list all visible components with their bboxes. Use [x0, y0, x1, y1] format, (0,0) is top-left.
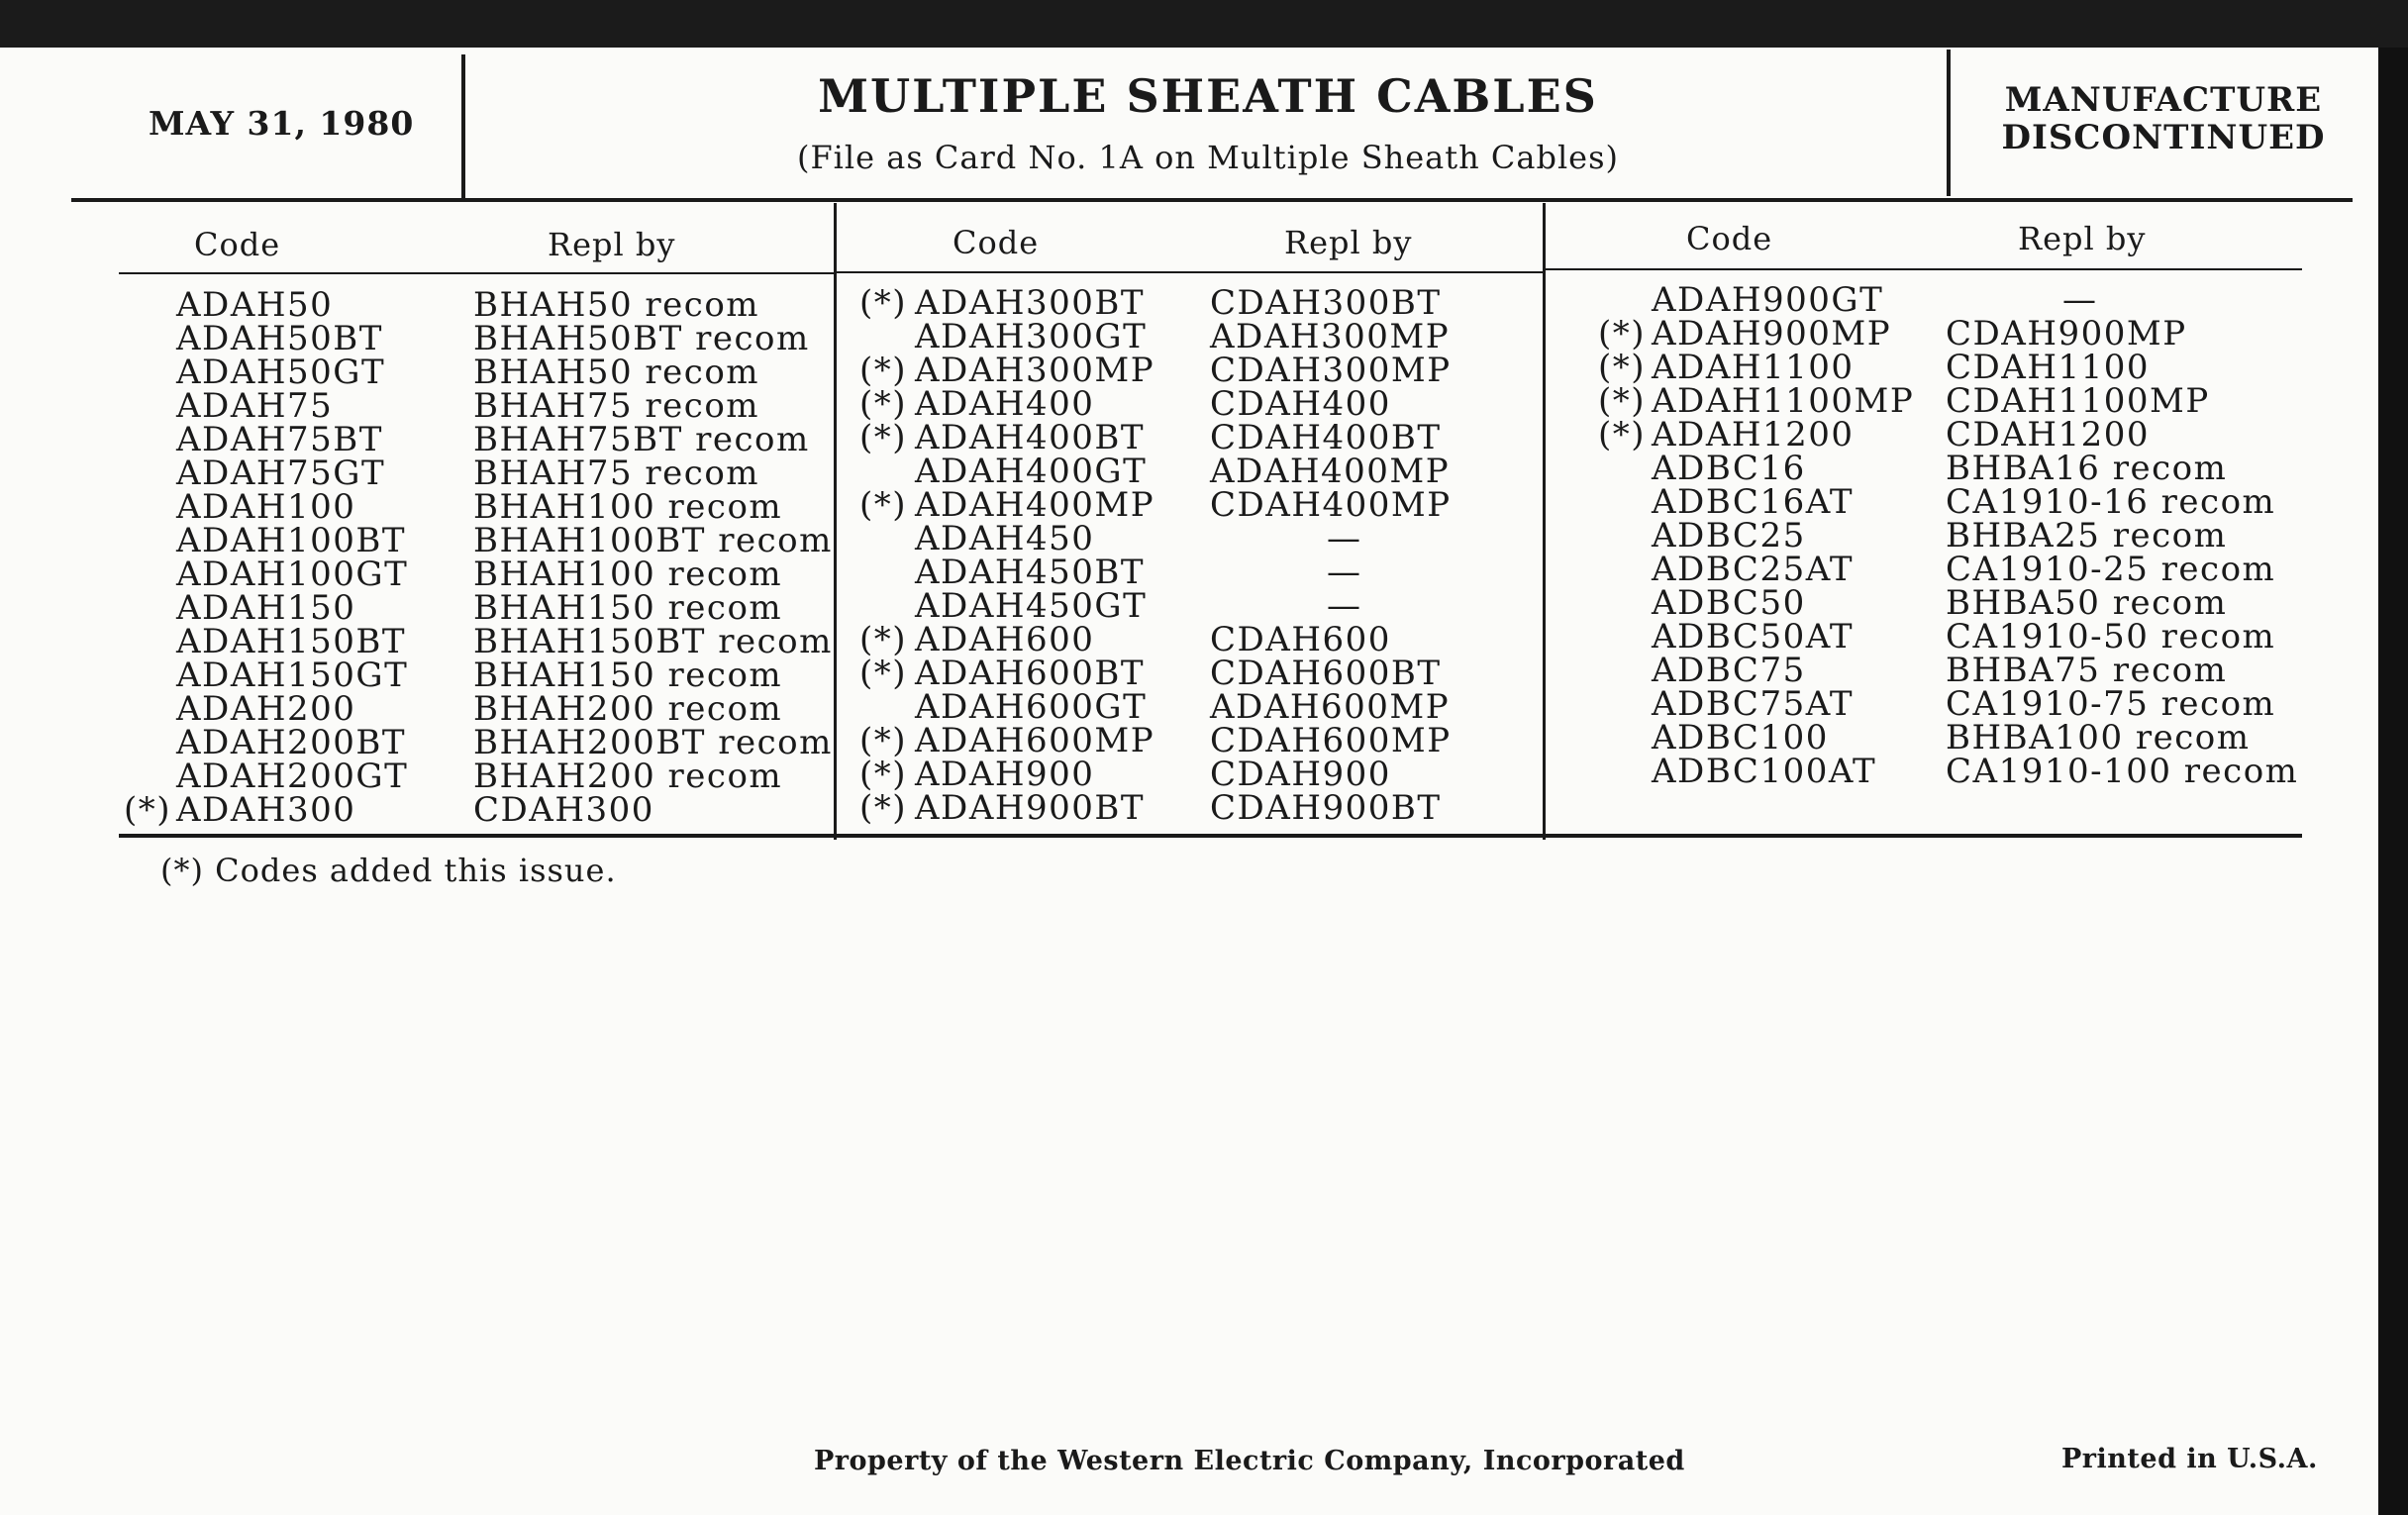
document-title: MULTIPLE SHEATH CABLES — [818, 69, 1598, 123]
header-rule — [71, 198, 2353, 202]
cell-code: ADAH75 — [176, 386, 334, 426]
cell-repl: CDAH600BT — [1210, 654, 1442, 693]
cell-repl: CDAH1100MP — [1946, 381, 2210, 421]
cell-repl: CA1910-50 recom — [1946, 617, 2276, 656]
cell-code: ADAH200 — [176, 689, 356, 729]
cell-code: ADAH100 — [176, 487, 356, 527]
cell-code: ADAH200GT — [176, 757, 409, 796]
cell-code: ADAH50GT — [176, 353, 386, 392]
cell-repl: CDAH300BT — [1210, 283, 1442, 323]
cell-code: ADAH50BT — [176, 319, 383, 358]
cell-repl: ADAH400MP — [1210, 452, 1451, 491]
cell-repl: BHAH75 recom — [473, 386, 760, 426]
cell-repl: CDAH400 — [1210, 384, 1391, 424]
cell-repl: BHAH75BT recom — [473, 420, 810, 459]
cell-code: ADAH1200 — [1652, 415, 1855, 454]
header-divider-right — [1947, 50, 1951, 196]
cell-repl: CDAH1200 — [1946, 415, 2151, 454]
col3-code-header: Code — [1686, 220, 1773, 257]
cell-repl: BHBA100 recom — [1946, 718, 2251, 758]
document-subtitle: (File as Card No. 1A on Multiple Sheath Cables) — [796, 139, 1620, 176]
col2-header-rule — [837, 271, 1543, 273]
cell-code: ADAH200BT — [176, 723, 407, 762]
cell-code: ADBC16AT — [1652, 482, 1855, 522]
col3-header-rule — [1546, 268, 2302, 270]
cell-code: ADAH450GT — [915, 586, 1148, 626]
cell-code: ADAH600BT — [915, 654, 1146, 693]
cell-code: ADAH400GT — [915, 452, 1148, 491]
cell-repl: BHBA16 recom — [1946, 449, 2228, 488]
cell-repl: BHAH100 recom — [473, 487, 783, 527]
added-marker: (*) — [859, 620, 908, 659]
cell-code: ADBC75 — [1652, 651, 1806, 690]
cell-code: ADAH150 — [176, 588, 356, 628]
col1-repl-header: Repl by — [548, 226, 676, 263]
cell-code: ADAH1100MP — [1652, 381, 1915, 421]
cell-repl: CA1910-75 recom — [1946, 684, 2276, 724]
cell-repl: BHBA25 recom — [1946, 516, 2228, 556]
cell-repl: BHAH200BT recom — [473, 723, 833, 762]
cell-repl: CA1910-100 recom — [1946, 752, 2299, 791]
cell-code: ADAH75BT — [176, 420, 383, 459]
added-marker: (*) — [1598, 415, 1647, 454]
status-line-2: DISCONTINUED — [2001, 118, 2326, 157]
cell-repl: CDAH600MP — [1210, 721, 1452, 760]
status-line-1: MANUFACTURE — [2004, 80, 2323, 120]
col3-repl-header: Repl by — [2018, 220, 2147, 257]
cell-code: ADAH100GT — [176, 555, 409, 594]
added-marker: (*) — [859, 384, 908, 424]
cell-code: ADAH400 — [915, 384, 1095, 424]
printed-notice: Printed in U.S.A. — [2061, 1444, 2318, 1474]
cell-repl: — — [1327, 519, 1362, 558]
col2-code-header: Code — [953, 224, 1040, 261]
cell-code: ADAH100BT — [176, 521, 407, 560]
cell-code: ADAH900GT — [1652, 280, 1884, 320]
cell-repl: BHAH200 recom — [473, 757, 783, 796]
cell-code: ADBC75AT — [1652, 684, 1855, 724]
added-marker: (*) — [859, 721, 908, 760]
cell-repl: — — [1327, 553, 1362, 592]
cell-repl: BHBA50 recom — [1946, 583, 2228, 623]
cell-code: ADBC16 — [1652, 449, 1806, 488]
col1-header-rule — [119, 272, 834, 274]
property-notice: Property of the Western Electric Company, Incorporated — [814, 1446, 1685, 1476]
cell-code: ADAH400MP — [915, 485, 1155, 525]
cell-repl: CDAH900 — [1210, 755, 1391, 794]
added-marker: (*) — [859, 654, 908, 693]
cell-code: ADBC100AT — [1652, 752, 1877, 791]
cell-repl: CDAH400MP — [1210, 485, 1452, 525]
cell-repl: BHAH50 recom — [473, 353, 760, 392]
added-marker: (*) — [859, 755, 908, 794]
col1-code-header: Code — [194, 226, 281, 263]
scan-edge — [2378, 48, 2408, 1515]
added-marker: (*) — [124, 790, 172, 830]
cell-repl: BHAH150 recom — [473, 656, 783, 695]
cell-repl: — — [2062, 280, 2098, 320]
table-divider-1 — [834, 203, 837, 840]
cell-repl: BHAH100BT recom — [473, 521, 833, 560]
cell-code: ADAH600GT — [915, 687, 1148, 727]
cell-repl: BHAH50BT recom — [473, 319, 810, 358]
added-marker: (*) — [859, 351, 908, 390]
cell-repl: BHAH150 recom — [473, 588, 783, 628]
cell-repl: BHAH50 recom — [473, 285, 760, 325]
cell-code: ADAH600 — [915, 620, 1095, 659]
cell-code: ADAH75GT — [176, 454, 386, 493]
cell-repl: BHBA75 recom — [1946, 651, 2228, 690]
cell-code: ADAH150BT — [176, 622, 407, 661]
cell-code: ADAH900 — [915, 755, 1095, 794]
footnote: (*) Codes added this issue. — [160, 852, 617, 889]
cell-code: ADBC50 — [1652, 583, 1806, 623]
added-marker: (*) — [1598, 314, 1647, 354]
cell-code: ADAH300BT — [915, 283, 1146, 323]
cell-code: ADAH900MP — [1652, 314, 1892, 354]
cell-code: ADBC25 — [1652, 516, 1806, 556]
cell-code: ADAH450BT — [915, 553, 1146, 592]
cell-code: ADAH150GT — [176, 656, 409, 695]
cell-code: ADBC25AT — [1652, 550, 1855, 589]
table-divider-2 — [1543, 203, 1546, 840]
status-label — [1965, 81, 2361, 156]
cell-code: ADAH600MP — [915, 721, 1155, 760]
cell-repl: CDAH300MP — [1210, 351, 1452, 390]
cell-repl: CA1910-16 recom — [1946, 482, 2276, 522]
added-marker: (*) — [1598, 348, 1647, 387]
cell-repl: CDAH1100 — [1946, 348, 2151, 387]
cell-code: ADBC100 — [1652, 718, 1829, 758]
added-marker: (*) — [859, 485, 908, 525]
cell-repl: BHAH150BT recom — [473, 622, 833, 661]
cell-repl: CDAH900BT — [1210, 788, 1442, 828]
added-marker: (*) — [1598, 381, 1647, 421]
cell-repl: CDAH600 — [1210, 620, 1391, 659]
cell-repl: ADAH300MP — [1210, 317, 1451, 356]
cell-repl: CDAH900MP — [1946, 314, 2187, 354]
cell-repl: CDAH300 — [473, 790, 654, 830]
cell-repl: BHAH75 recom — [473, 454, 760, 493]
added-marker: (*) — [859, 283, 908, 323]
cell-repl: BHAH200 recom — [473, 689, 783, 729]
added-marker: (*) — [859, 418, 908, 457]
cell-code: ADBC50AT — [1652, 617, 1855, 656]
added-marker: (*) — [859, 788, 908, 828]
cell-repl: CA1910-25 recom — [1946, 550, 2276, 589]
cell-code: ADAH1100 — [1652, 348, 1855, 387]
cell-repl: ADAH600MP — [1210, 687, 1451, 727]
cell-repl: — — [1327, 586, 1362, 626]
cell-code: ADAH450 — [915, 519, 1095, 558]
cell-code: ADAH50 — [176, 285, 334, 325]
cell-repl: BHAH100 recom — [473, 555, 783, 594]
table-bottom-rule — [119, 834, 2302, 838]
col2-repl-header: Repl by — [1284, 224, 1413, 261]
cell-code: ADAH300 — [176, 790, 356, 830]
cell-code: ADAH300GT — [915, 317, 1148, 356]
cell-code: ADAH400BT — [915, 418, 1146, 457]
cell-code: ADAH300MP — [915, 351, 1155, 390]
cell-repl: CDAH400BT — [1210, 418, 1442, 457]
cell-code: ADAH900BT — [915, 788, 1146, 828]
issue-date: MAY 31, 1980 — [149, 104, 415, 143]
